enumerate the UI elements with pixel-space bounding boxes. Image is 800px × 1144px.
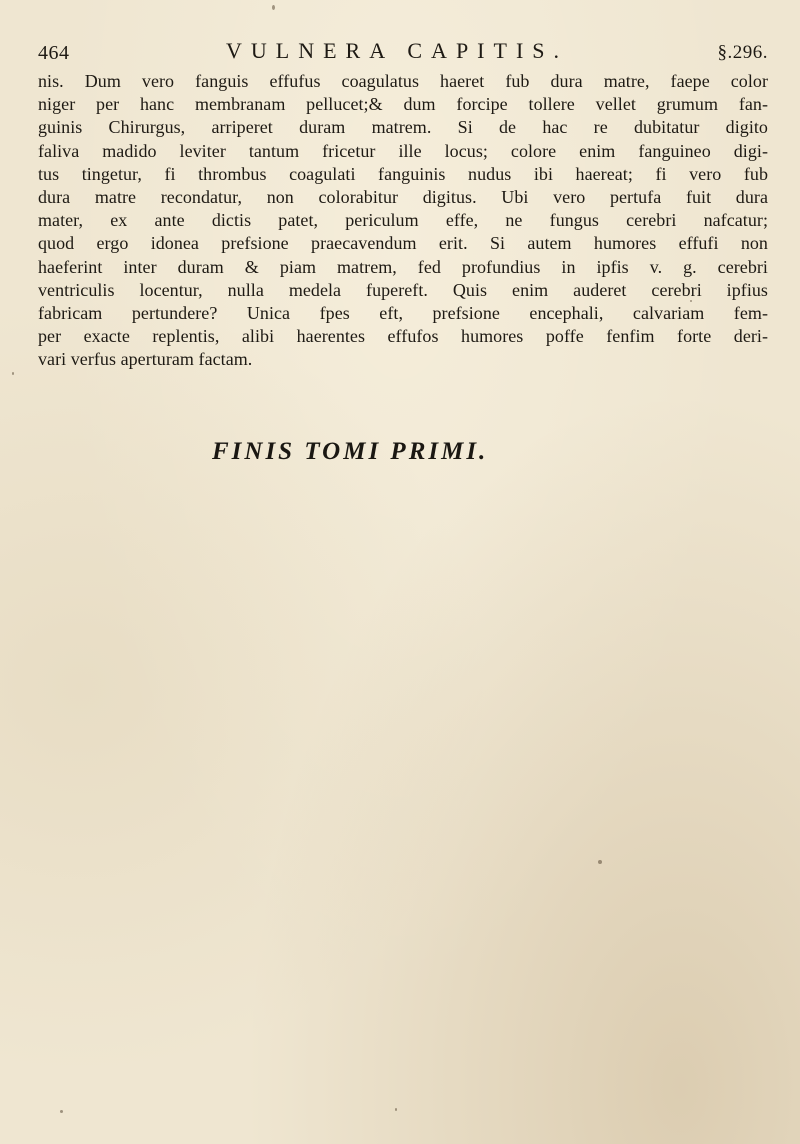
text-line: faliva madido leviter tantum fricetur ille locus; colore enim fanguineo digi- [38, 140, 768, 161]
text-line: haeferint inter duram & piam matrem, fed profundius in ipfis v. g. cerebri [38, 256, 768, 277]
foxing-spot [60, 1110, 63, 1113]
foxing-spot [272, 5, 275, 10]
text-line: mater, ex ante dictis patet, periculum effe, ne fungus cerebri nafcatur; [38, 210, 768, 231]
text-line: quod ergo idonea prefsione praecavendum erit. Si autem humores effufi non [38, 233, 768, 254]
foxing-spot [598, 860, 602, 864]
text-line: fabricam pertundere? Unica fpes eft, prefsione encephali, calvariam fem- [38, 303, 768, 324]
page-header [38, 38, 768, 68]
text-line: dura matre recondatur, non colorabitur digitus. Ubi vero pertufa fuit dura [38, 187, 768, 208]
text-line: guinis Chirurgus, arriperet duram matrem. Si de hac re dubitatur digito [38, 117, 768, 138]
foxing-spot [395, 1108, 397, 1111]
text-line: niger per hanc membranam pellucet;& dum forcipe tollere vellet grumum fan- [38, 94, 768, 115]
page-number: 464 [38, 42, 70, 64]
section-reference: §.296. [717, 42, 768, 63]
text-line: nis. Dum vero fanguis effufus coagulatus haeret fub dura matre, faepe color [38, 71, 768, 91]
body-paragraph [38, 70, 768, 372]
running-title: VULNERA CAPITIS. [226, 38, 569, 63]
text-line: vari verfus aperturam factam. [38, 349, 253, 370]
text-line: per exacte replentis, alibi haerentes effufos humores poffe fenfim forte deri- [38, 326, 768, 347]
foxing-spot [690, 300, 692, 302]
text-line: ventriculis locentur, nulla medela fupereft. Quis enim auderet cerebri ipfius [38, 279, 768, 300]
foxing-spot [12, 372, 14, 375]
end-of-volume-heading: FINIS TOMI PRIMI. [212, 438, 489, 465]
text-line: tus tingetur, fi thrombus coagulati fanguinis nudus ibi haereat; fi vero fub [38, 163, 768, 184]
